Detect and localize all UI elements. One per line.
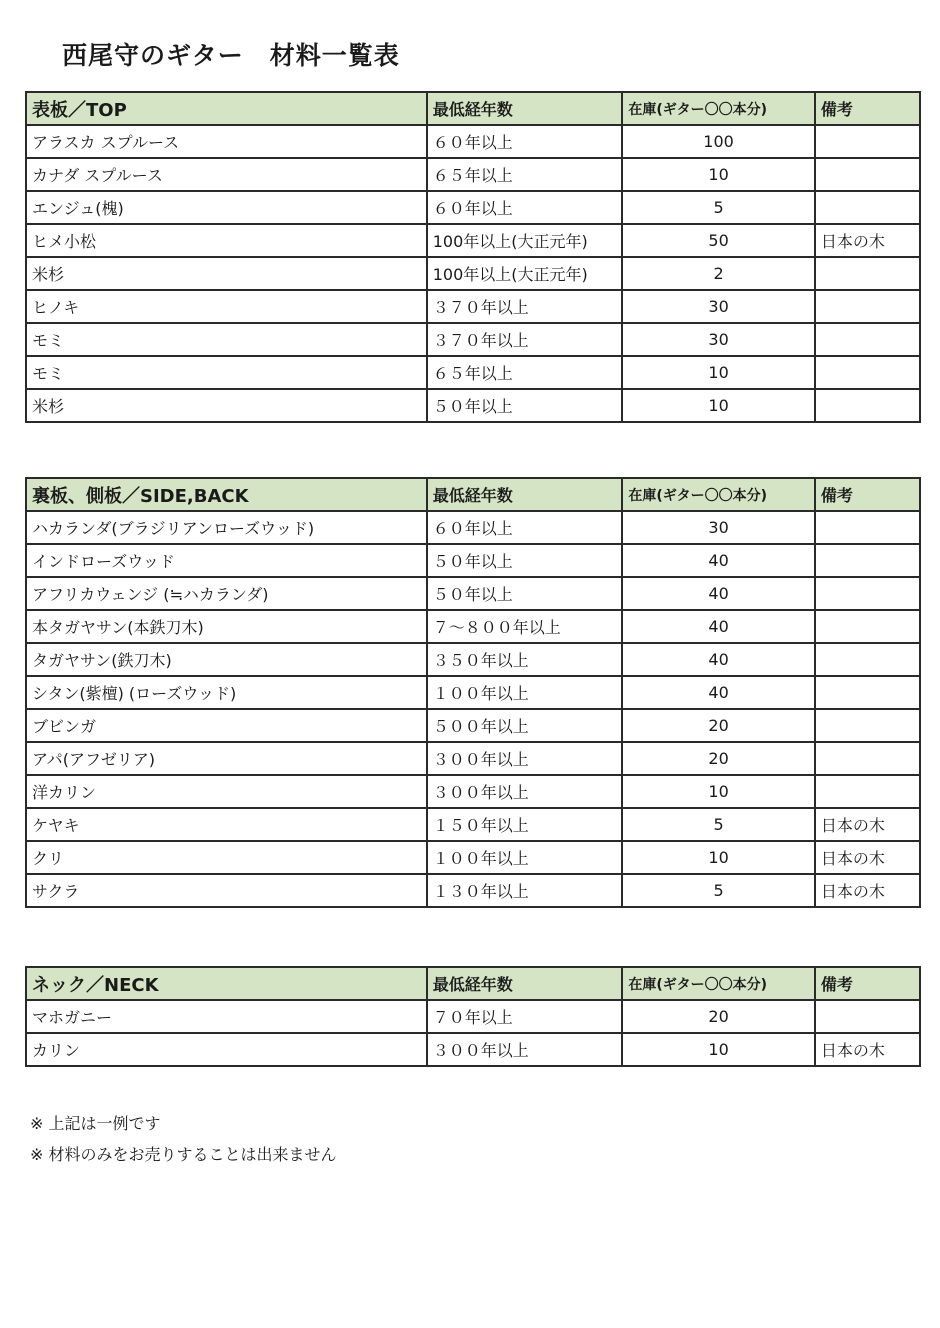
min-years-cell: ３７０年以上 <box>427 290 623 323</box>
table-row <box>26 511 920 544</box>
material-name-cell: 洋カリン <box>26 775 427 808</box>
header-min-years: 最低経年数 <box>427 92 623 125</box>
stock-cell: 10 <box>622 356 814 389</box>
material-name-cell: クリ <box>26 841 427 874</box>
min-years-cell: ６０年以上 <box>427 125 623 158</box>
table-row <box>26 125 920 158</box>
material-name-cell: アフリカウェンジ (≒ハカランダ) <box>26 577 427 610</box>
table-row <box>26 224 920 257</box>
table-row <box>26 158 920 191</box>
note-cell <box>815 323 920 356</box>
stock-cell: 10 <box>622 775 814 808</box>
note-cell: 日本の木 <box>815 874 920 907</box>
material-name-cell: カナダ スプルース <box>26 158 427 191</box>
min-years-cell: １５０年以上 <box>427 808 623 841</box>
note-cell <box>815 742 920 775</box>
header-note: 備考 <box>815 478 920 511</box>
note-cell <box>815 158 920 191</box>
neck-materials-table <box>25 966 921 1067</box>
header-stock: 在庫(ギター〇〇本分) <box>622 92 814 125</box>
note-cell <box>815 577 920 610</box>
note-cell <box>815 290 920 323</box>
header-stock: 在庫(ギター〇〇本分) <box>622 478 814 511</box>
min-years-cell: ６５年以上 <box>427 356 623 389</box>
note-cell <box>815 610 920 643</box>
min-years-cell: ６５年以上 <box>427 158 623 191</box>
note-cell: 日本の木 <box>815 841 920 874</box>
note-cell <box>815 356 920 389</box>
note-cell <box>815 389 920 422</box>
stock-cell: 2 <box>622 257 814 290</box>
min-years-cell: ５０年以上 <box>427 389 623 422</box>
stock-cell: 20 <box>622 1000 814 1033</box>
material-name-cell: 米杉 <box>26 257 427 290</box>
stock-cell: 40 <box>622 676 814 709</box>
note-cell <box>815 257 920 290</box>
stock-cell: 10 <box>622 1033 814 1066</box>
stock-cell: 5 <box>622 808 814 841</box>
min-years-cell: ５０年以上 <box>427 544 623 577</box>
material-name-cell: マホガニー <box>26 1000 427 1033</box>
table-row <box>26 742 920 775</box>
header-note: 備考 <box>815 967 920 1000</box>
material-name-cell: タガヤサン(鉄刀木) <box>26 643 427 676</box>
footnote-example: ※ 上記は一例です <box>30 1114 161 1133</box>
min-years-cell: ３００年以上 <box>427 775 623 808</box>
min-years-cell: ５００年以上 <box>427 709 623 742</box>
header-material: 裏板、側板／SIDE,BACK <box>26 478 427 511</box>
table-row <box>26 577 920 610</box>
min-years-cell: ６０年以上 <box>427 511 623 544</box>
header-min-years: 最低経年数 <box>427 478 623 511</box>
note-cell: 日本の木 <box>815 808 920 841</box>
stock-cell: 10 <box>622 841 814 874</box>
note-cell <box>815 125 920 158</box>
material-name-cell: ヒメ小松 <box>26 224 427 257</box>
min-years-cell: ５０年以上 <box>427 577 623 610</box>
stock-cell: 40 <box>622 643 814 676</box>
min-years-cell: ７０年以上 <box>427 1000 623 1033</box>
table-row <box>26 544 920 577</box>
stock-cell: 5 <box>622 191 814 224</box>
min-years-cell: ３５０年以上 <box>427 643 623 676</box>
material-name-cell: シタン(紫檀) (ローズウッド) <box>26 676 427 709</box>
note-cell: 日本の木 <box>815 1033 920 1066</box>
table-row <box>26 775 920 808</box>
material-name-cell: モミ <box>26 323 427 356</box>
min-years-cell: ３００年以上 <box>427 742 623 775</box>
table-row <box>26 874 920 907</box>
material-name-cell: ハカランダ(ブラジリアンローズウッド) <box>26 511 427 544</box>
stock-cell: 40 <box>622 577 814 610</box>
note-cell <box>815 775 920 808</box>
table-row <box>26 1000 920 1033</box>
material-name-cell: ヒノキ <box>26 290 427 323</box>
table-row <box>26 323 920 356</box>
min-years-cell: ７～８００年以上 <box>427 610 623 643</box>
top-materials-table <box>25 91 921 423</box>
material-name-cell: ブビンガ <box>26 709 427 742</box>
header-note: 備考 <box>815 92 920 125</box>
table-row <box>26 676 920 709</box>
note-cell <box>815 191 920 224</box>
min-years-cell: １３０年以上 <box>427 874 623 907</box>
material-name-cell: ケヤキ <box>26 808 427 841</box>
table-row <box>26 841 920 874</box>
material-name-cell: カリン <box>26 1033 427 1066</box>
stock-cell: 20 <box>622 742 814 775</box>
header-min-years: 最低経年数 <box>427 967 623 1000</box>
table-row <box>26 356 920 389</box>
min-years-cell: ３００年以上 <box>427 1033 623 1066</box>
table-header-row <box>26 967 920 1000</box>
min-years-cell: 100年以上(大正元年) <box>427 257 623 290</box>
min-years-cell: ６０年以上 <box>427 191 623 224</box>
note-cell <box>815 544 920 577</box>
stock-cell: 40 <box>622 610 814 643</box>
min-years-cell: １００年以上 <box>427 676 623 709</box>
header-material: ネック／NECK <box>26 967 427 1000</box>
table-row <box>26 290 920 323</box>
table-row <box>26 808 920 841</box>
table-row <box>26 191 920 224</box>
stock-cell: 5 <box>622 874 814 907</box>
side-back-materials-table <box>25 477 921 908</box>
stock-cell: 20 <box>622 709 814 742</box>
table-row <box>26 1033 920 1066</box>
material-name-cell: アラスカ スプルース <box>26 125 427 158</box>
material-name-cell: インドローズウッド <box>26 544 427 577</box>
note-cell <box>815 1000 920 1033</box>
note-cell <box>815 676 920 709</box>
note-cell <box>815 511 920 544</box>
material-name-cell: アパ(アフゼリア) <box>26 742 427 775</box>
stock-cell: 30 <box>622 290 814 323</box>
material-name-cell: エンジュ(槐) <box>26 191 427 224</box>
min-years-cell: 100年以上(大正元年) <box>427 224 623 257</box>
material-name-cell: 米杉 <box>26 389 427 422</box>
min-years-cell: ３７０年以上 <box>427 323 623 356</box>
table-row <box>26 389 920 422</box>
stock-cell: 30 <box>622 323 814 356</box>
material-name-cell: サクラ <box>26 874 427 907</box>
stock-cell: 10 <box>622 389 814 422</box>
header-material: 表板／TOP <box>26 92 427 125</box>
table-row <box>26 643 920 676</box>
material-name-cell: モミ <box>26 356 427 389</box>
stock-cell: 50 <box>622 224 814 257</box>
table-header-row <box>26 92 920 125</box>
note-cell: 日本の木 <box>815 224 920 257</box>
table-row <box>26 709 920 742</box>
page-title: 西尾守のギター 材料一覧表 <box>62 41 400 70</box>
stock-cell: 10 <box>622 158 814 191</box>
stock-cell: 30 <box>622 511 814 544</box>
material-name-cell: 本タガヤサン(本鉄刀木) <box>26 610 427 643</box>
min-years-cell: １００年以上 <box>427 841 623 874</box>
table-row <box>26 610 920 643</box>
footnote-not-for-sale: ※ 材料のみをお売りすることは出来ません <box>30 1145 337 1164</box>
header-stock: 在庫(ギター〇〇本分) <box>622 967 814 1000</box>
note-cell <box>815 643 920 676</box>
table-row <box>26 257 920 290</box>
stock-cell: 40 <box>622 544 814 577</box>
table-header-row <box>26 478 920 511</box>
note-cell <box>815 709 920 742</box>
stock-cell: 100 <box>622 125 814 158</box>
